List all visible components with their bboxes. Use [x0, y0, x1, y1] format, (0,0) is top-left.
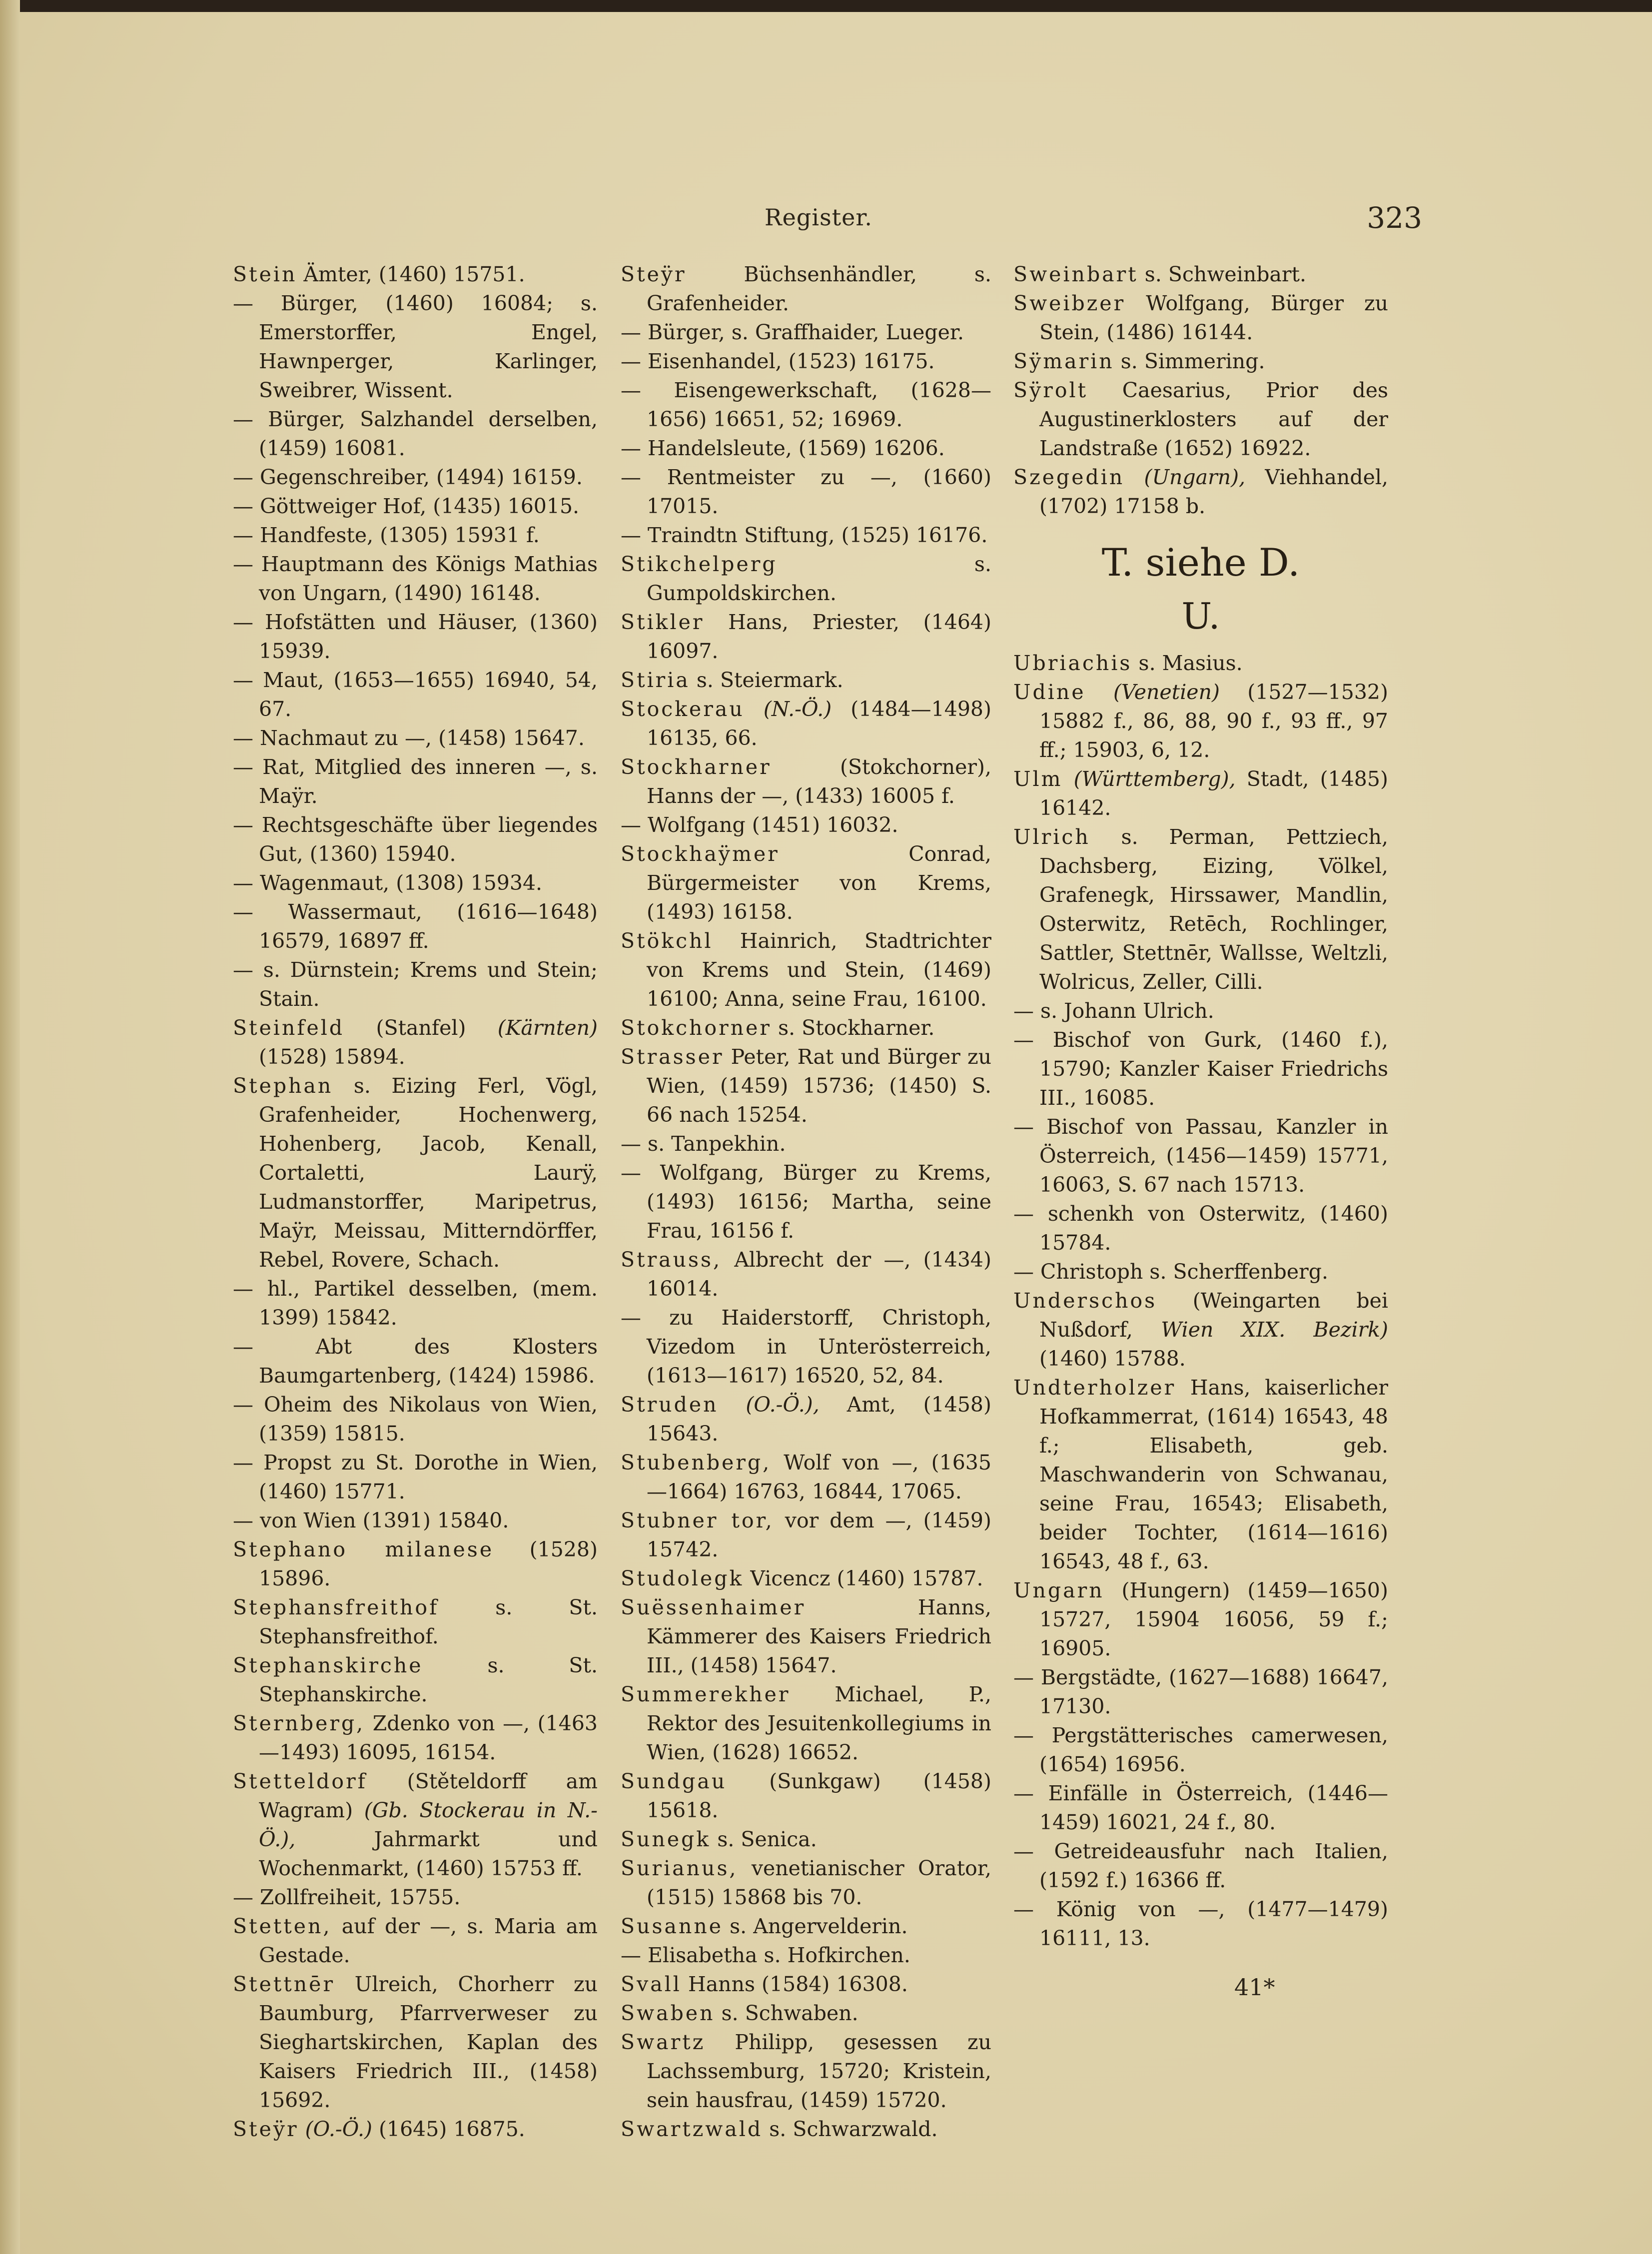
entry-keyword: Suëssenhaimer	[621, 1595, 806, 1619]
entry-text: Wagenmaut, (1308) 15934.	[260, 871, 543, 895]
entry-text: Rechtsgeschäfte über liegendes Gut, (1360) 15940.	[259, 813, 598, 866]
entry-text-after: (1484—1498) 16135, 66.	[647, 697, 991, 750]
index-entry	[233, 1448, 598, 1506]
entry-text: Traindtn Stiftung, (1525) 16176.	[648, 523, 988, 547]
entry-keyword: Stockhaÿmer	[621, 842, 780, 866]
index-entry	[233, 752, 598, 810]
entry-text: s. Schwaben.	[721, 2001, 858, 2025]
entry-dash: —	[621, 1161, 660, 1185]
entry-text: Wolfgang, Bürger zu Krems, (1493) 16156; Martha, seine Frau, 16156 f.	[647, 1161, 991, 1243]
index-entry	[621, 1158, 991, 1245]
entry-dash: —	[1013, 1260, 1041, 1284]
index-entry	[621, 347, 991, 376]
entry-keyword: Swaben	[621, 2001, 715, 2025]
entry-text: s. Eizing Ferl, Vögl, Grafenheider, Hochenwerg, Hohenberg, Jacob, Kenall, Cortaletti, Laurÿ, Ludmanstorffer, Maripetrus, Maÿr, Meissau, Mitterndörffer, Rebel, Rovere, Schach.	[259, 1074, 598, 1272]
entry-keyword: Undterholzer	[1013, 1376, 1176, 1400]
entry-keyword: Stephanskirche	[233, 1653, 423, 1677]
entry-text: (Stěteldorff am Wagram)	[259, 1769, 598, 1822]
entry-text: hl., Partikel desselben, (mem. 1399) 15842.	[259, 1277, 598, 1330]
index-column-3	[1013, 260, 1388, 1953]
entry-text: Albrecht der —, (1434) 16014.	[647, 1248, 991, 1301]
entry-text: auf der —, s. Maria am Gestade.	[259, 1914, 598, 1967]
entry-dash: —	[1013, 1723, 1052, 1747]
entry-dash: —	[233, 958, 263, 982]
index-entry	[233, 1535, 598, 1593]
entry-keyword: Stiria	[621, 668, 690, 692]
index-entry	[621, 1506, 991, 1564]
index-entry	[621, 1564, 991, 1593]
entry-place-italic: (Kärnten)	[497, 1016, 598, 1040]
entry-text: schenkh von Osterwitz, (1460) 15784.	[1039, 1202, 1388, 1255]
index-entry	[621, 839, 991, 926]
entry-text-after: Viehhandel, (1702) 17158 b.	[1039, 465, 1388, 518]
entry-keyword: Swartz	[621, 2030, 706, 2054]
index-entry	[233, 1506, 598, 1535]
entry-dash: —	[1013, 1665, 1041, 1689]
entry-dash: —	[1013, 1115, 1047, 1139]
entry-text: (Stanfel)	[376, 1016, 498, 1040]
index-entry	[1013, 1721, 1388, 1779]
entry-dash: —	[233, 465, 260, 489]
page-gutter	[0, 0, 20, 2254]
index-entry	[621, 1013, 991, 1042]
entry-text: Bischof von Gurk, (1460 f.), 15790; Kanzler Kaiser Friedrichs III., 16085.	[1039, 1028, 1388, 1110]
entry-text: s. Schwarzwald.	[769, 2117, 938, 2141]
entry-place-italic: Wien XIX. Bezirk)	[1161, 1318, 1389, 1342]
index-entry	[621, 1303, 991, 1390]
entry-text: s. Schweinbart.	[1144, 262, 1307, 286]
entry-text: Getreideausfuhr nach Italien, (1592 f.) 16366 ff.	[1039, 1839, 1388, 1892]
entry-text: Hans, kaiserlicher Hofkammerrat, (1614) 16543, 48 f.; Elisabeth, geb. Maschwanderin von Schwanau, seine Frau, 16543; Elisabeth, beider Tochter, (1614—1616) 16543, 48 f., 63.	[1039, 1376, 1388, 1573]
entry-keyword: Swartzwald	[621, 2117, 763, 2141]
entry-keyword: Stikchelperg	[621, 552, 778, 576]
page-top-edge	[0, 0, 1652, 12]
index-entry	[621, 1245, 991, 1303]
entry-text: Wassermaut, (1616—1648) 16579, 16897 ff.	[259, 900, 598, 953]
entry-text: vor dem —, (1459) 15742.	[647, 1508, 991, 1561]
entry-dash: —	[233, 1335, 316, 1359]
entry-text: Peter, Rat und Bürger zu Wien, (1459) 15736; (1450) S. 66 nach 15254.	[647, 1045, 991, 1127]
running-head: Register.	[765, 204, 872, 231]
entry-text: Rentmeister zu —, (1660) 17015.	[647, 465, 991, 518]
entry-dash: —	[233, 726, 260, 750]
section-heading-t: T. siehe D.	[1101, 540, 1300, 585]
index-entry	[233, 724, 598, 752]
entry-keyword: Svall	[621, 1972, 682, 1996]
index-entry	[233, 1332, 598, 1390]
index-entry	[621, 1999, 991, 2028]
entry-text: s. Masius.	[1138, 651, 1243, 675]
index-entry	[1013, 1663, 1388, 1721]
entry-text: Göttweiger Hof, (1435) 16015.	[260, 494, 580, 518]
entry-keyword: Strasser	[621, 1045, 724, 1069]
entry-text: venetianischer Orator, (1515) 15868 bis 70.	[647, 1856, 991, 1909]
entry-text-after: (1645) 16875.	[372, 2117, 525, 2141]
index-entry	[233, 810, 598, 868]
index-column-1	[233, 260, 598, 2144]
entry-text-after: (1460) 15788.	[1039, 1347, 1186, 1371]
entry-dash: —	[233, 1393, 264, 1417]
index-entry	[621, 2115, 991, 2144]
entry-dash: —	[1013, 1028, 1053, 1052]
entry-dash: —	[621, 436, 648, 460]
entry-keyword: Stephan	[233, 1074, 333, 1098]
entry-text: Rat, Mitglied des inneren —, s. Maÿr.	[259, 755, 598, 808]
entry-dash: —	[233, 610, 265, 634]
page-number: 323	[1367, 201, 1422, 235]
index-entry	[1013, 1199, 1388, 1257]
entry-text: von Wien (1391) 15840.	[260, 1508, 509, 1532]
entry-text: Propst zu St. Dorothe in Wien, (1460) 15771.	[259, 1451, 598, 1503]
index-entry	[1013, 1257, 1388, 1286]
entry-text: Maut, (1653—1655) 16940, 54, 67.	[259, 668, 598, 721]
index-entry	[1013, 289, 1388, 347]
entry-keyword: Summerekher	[621, 1682, 791, 1706]
entry-dash: —	[233, 494, 260, 518]
index-entry	[1013, 260, 1388, 289]
entry-keyword: Sÿrolt	[1013, 378, 1088, 402]
entry-text: Philipp, gesessen zu Lachssemburg, 15720; Kristein, sein hausfrau, (1459) 15720.	[647, 2030, 991, 2112]
entry-text: Bischof von Passau, Kanzler in Österreich, (1456—1459) 15771, 16063, S. 67 nach 15713.	[1039, 1115, 1388, 1197]
entry-dash: —	[1013, 1202, 1048, 1226]
entry-text: Eisengewerkschaft, (1628—1656) 16651, 52; 16969.	[647, 378, 991, 431]
entry-text: Handfeste, (1305) 15931 f.	[260, 523, 540, 547]
entry-text: Ulreich, Chorherr zu Baumburg, Pfarrverweser zu Sieghartskirchen, Kaplan des Kaisers Friedrich III., (1458) 15692.	[259, 1972, 598, 2112]
entry-text: s. Steiermark.	[696, 668, 843, 692]
entry-text: Bürger, (1460) 16084; s. Emerstorffer, Engel, Hawnperger, Karlinger, Sweibrer, Wissent.	[259, 291, 598, 402]
entry-dash: —	[233, 900, 288, 924]
entry-keyword: Szegedin	[1013, 465, 1125, 489]
index-entry	[233, 260, 598, 289]
entry-text: Bürger, Salzhandel derselben, (1459) 16081.	[259, 407, 598, 460]
entry-text: Christoph s. Scherffenberg.	[1040, 1260, 1329, 1284]
entry-keyword: Steÿr	[233, 2117, 299, 2141]
index-entry	[233, 955, 598, 1013]
entry-text: Ämter, (1460) 15751.	[303, 262, 525, 286]
entry-dash: —	[233, 755, 263, 779]
entry-text: Eisenhandel, (1523) 16175.	[648, 349, 935, 373]
entry-place-italic: (Ungarn),	[1144, 465, 1246, 489]
index-entry	[621, 463, 991, 521]
entry-dash: —	[233, 523, 260, 547]
index-entry	[621, 1825, 991, 1854]
entry-keyword: Sundgau	[621, 1769, 727, 1793]
entry-keyword: Stephano milanese	[233, 1537, 494, 1561]
entry-text: (Hungern) (1459—1650) 15727, 15904 16056, 59 f.; 16905.	[1039, 1578, 1388, 1660]
index-entry	[621, 1912, 991, 1941]
index-entry	[1013, 1373, 1388, 1576]
entry-text: (1528) 15896.	[259, 1537, 598, 1590]
entry-text: s. Perman, Pettziech, Dachsberg, Eizing, Völkel, Grafenegk, Hirssawer, Mandlin, Osterwitz, Retēch, Rochlinger, Sattler, Stettnēr, Wallsse, Weltzli, Wolricus, Zeller, Cilli.	[1039, 825, 1388, 994]
entry-keyword: Stökchl	[621, 929, 713, 953]
index-entry	[1013, 1576, 1388, 1663]
entry-keyword: Stetten,	[233, 1914, 332, 1938]
entry-keyword: Sternberg,	[233, 1711, 365, 1735]
entry-keyword: Stokchorner	[621, 1016, 772, 1040]
entry-place-italic: (Venetien)	[1113, 680, 1220, 704]
entry-text: (Weingarten bei Nußdorf,	[1039, 1289, 1388, 1342]
entry-keyword: Sweinbart	[1013, 262, 1138, 286]
index-entry	[233, 289, 598, 405]
entry-dash: —	[621, 349, 648, 373]
entry-text: Hanns (1584) 16308.	[688, 1972, 908, 1996]
entry-text: Hanns, Kämmerer des Kaisers Friedrich III., (1458) 15647.	[647, 1595, 991, 1677]
entry-text: Gegenschreiber, (1494) 16159.	[260, 465, 583, 489]
index-entry	[621, 1042, 991, 1129]
entry-text: Büchsenhändler, s. Grafenheider.	[647, 262, 991, 315]
entry-text: s. Simmering.	[1120, 349, 1265, 373]
entry-keyword: Sweibzer	[1013, 291, 1126, 315]
entry-keyword: Stetteldorf	[233, 1769, 367, 1793]
index-entry	[1013, 649, 1388, 678]
index-entry	[233, 405, 598, 463]
entry-keyword: Stephansfreithof	[233, 1595, 439, 1619]
entry-text: Zollfreiheit, 15755.	[260, 1885, 461, 1909]
index-entry	[621, 926, 991, 1013]
entry-dash: —	[621, 378, 674, 402]
index-entry	[621, 1390, 991, 1448]
index-entry	[621, 260, 991, 318]
entry-keyword: Stikler	[621, 610, 705, 634]
entry-place-italic: (Württemberg),	[1073, 767, 1236, 791]
entry-dash: —	[233, 813, 262, 837]
index-entry	[233, 897, 598, 955]
entry-dash: —	[1013, 999, 1041, 1023]
index-entry	[621, 1593, 991, 1680]
index-entry	[233, 1071, 598, 1274]
index-column-2	[621, 260, 991, 2144]
entry-text-after: (1528) 15894.	[259, 1045, 405, 1069]
index-entry	[233, 1709, 598, 1767]
index-entry	[233, 1912, 598, 1970]
index-entry	[233, 1883, 598, 1912]
entry-keyword: Susanne	[621, 1914, 724, 1938]
index-entry	[1013, 1895, 1388, 1953]
index-entry	[621, 1448, 991, 1506]
index-column-3-top	[1013, 260, 1388, 521]
index-entry	[621, 1854, 991, 1912]
entry-text: s. Angervelderin.	[730, 1914, 908, 1938]
entry-text: zu Haiderstorff, Christoph, Vizedom in Unterösterreich, (1613—1617) 16520, 52, 84.	[647, 1306, 991, 1388]
index-entry	[233, 1390, 598, 1448]
entry-text: Hauptmann des Königs Mathias von Ungarn, (1490) 16148.	[259, 552, 598, 605]
index-entry	[233, 492, 598, 521]
entry-keyword: Ulm	[1013, 767, 1063, 791]
entry-keyword: Stein	[233, 262, 297, 286]
entry-keyword: Ungarn	[1013, 1578, 1104, 1602]
entry-dash: —	[621, 465, 667, 489]
entry-text: s. St. Stephansfreithof.	[259, 1595, 598, 1648]
entry-keyword: Stubenberg,	[621, 1451, 772, 1475]
index-entry	[1013, 1837, 1388, 1895]
entry-dash: —	[233, 1451, 264, 1475]
entry-text: Wolfgang, Bürger zu Stein, (1486) 16144.	[1039, 291, 1388, 344]
index-entry	[621, 318, 991, 347]
entry-text: Hofstätten und Häuser, (1360) 15939.	[259, 610, 598, 663]
entry-text: Michael, P., Rektor des Jesuitenkollegiums in Wien, (1628) 16652.	[647, 1682, 991, 1764]
entry-text: Pergstätterisches camerwesen, (1654) 16956.	[1039, 1723, 1388, 1776]
index-entry	[1013, 822, 1388, 996]
entry-dash: —	[233, 1277, 267, 1301]
entry-text: Hainrich, Stadtrichter von Krems und Stein, (1469) 16100; Anna, seine Frau, 16100.	[647, 929, 991, 1011]
index-entry	[621, 695, 991, 752]
entry-text-after: Amt, (1458) 15643.	[647, 1393, 991, 1446]
entry-text: s. Dürnstein; Krems und Stein; Stain.	[259, 958, 598, 1011]
index-entry	[621, 1941, 991, 1970]
entry-keyword: Sÿmarin	[1013, 349, 1114, 373]
entry-text: s. St. Stephanskirche.	[259, 1653, 598, 1706]
index-entry	[233, 1013, 598, 1071]
entry-dash: —	[1013, 1781, 1048, 1805]
entry-keyword: Struden	[621, 1393, 719, 1417]
entry-text: Einfälle in Österreich, (1446—1459) 16021, 24 f., 80.	[1039, 1781, 1388, 1834]
entry-place-italic: (N.-Ö.)	[763, 697, 832, 721]
entry-dash: —	[233, 407, 268, 431]
index-entry	[233, 550, 598, 608]
entry-text: Oheim des Nikolaus von Wien, (1359) 15815.	[259, 1393, 598, 1446]
entry-text: s. Tanpekhin.	[648, 1132, 786, 1156]
entry-keyword: Studolegk	[621, 1566, 744, 1590]
index-entry	[1013, 376, 1388, 463]
entry-text: Elisabetha s. Hofkirchen.	[648, 1943, 910, 1967]
index-entry	[621, 2028, 991, 2115]
entry-text: Handelsleute, (1569) 16206.	[648, 436, 945, 460]
index-entry	[1013, 996, 1388, 1025]
index-entry	[233, 1651, 598, 1709]
entry-text: Hans, Priester, (1464) 16097.	[647, 610, 991, 663]
entry-dash: —	[1013, 1839, 1054, 1863]
index-entry	[621, 376, 991, 434]
entry-text: Caesarius, Prior des Augustinerklosters auf der Landstraße (1652) 16922.	[1039, 378, 1388, 460]
index-entry	[621, 608, 991, 666]
index-entry	[621, 752, 991, 810]
index-entry	[621, 1767, 991, 1825]
entry-keyword: Steinfeld	[233, 1016, 345, 1040]
index-entry	[621, 1680, 991, 1767]
entry-text: (Stokchorner), Hanns der —, (1433) 16005 f.	[647, 755, 991, 808]
entry-place-italic: (Gb. Stockerau in N.-Ö.),	[259, 1798, 598, 1851]
entry-text: s. Gumpoldskirchen.	[647, 552, 991, 605]
entry-keyword: Surianus,	[621, 1856, 738, 1880]
index-entry	[1013, 678, 1388, 764]
index-entry	[233, 1970, 598, 2115]
index-entry	[1013, 1112, 1388, 1199]
entry-keyword: Udine	[1013, 680, 1086, 704]
index-column-3-bottom	[1013, 649, 1388, 1953]
entry-keyword: Stockerau	[621, 697, 745, 721]
index-entry	[233, 1274, 598, 1332]
signature-mark: 41*	[1234, 1974, 1275, 2001]
index-entry	[621, 434, 991, 463]
entry-text-after: (1527—1532) 15882 f., 86, 88, 90 f., 93 ff., 97 ff.; 15903, 6, 12.	[1039, 680, 1388, 762]
entry-text: Wolfgang (1451) 16032.	[648, 813, 898, 837]
entry-text-after: Stadt, (1485) 16142.	[1039, 767, 1388, 820]
index-entry	[233, 608, 598, 666]
index-entry	[233, 2115, 598, 2144]
index-entry	[233, 1767, 598, 1883]
entry-keyword: Ulrich	[1013, 825, 1090, 849]
index-entry	[1013, 463, 1388, 521]
entry-keyword: Sunegk	[621, 1827, 711, 1851]
entry-dash: —	[233, 291, 281, 315]
index-entry	[1013, 764, 1388, 822]
entry-text: Zdenko von —, (1463 —1493) 16095, 16154.	[259, 1711, 598, 1764]
entry-text: König von —, (1477—1479) 16111, 13.	[1039, 1897, 1388, 1950]
entry-keyword: Underschos	[1013, 1289, 1157, 1313]
entry-keyword: Ubriachis	[1013, 651, 1132, 675]
index-entry	[621, 550, 991, 608]
entry-keyword: Stubner tor,	[621, 1508, 774, 1532]
entry-dash: —	[233, 871, 260, 895]
entry-dash: —	[233, 552, 261, 576]
entry-dash: —	[621, 813, 648, 837]
entry-text-after: Jahrmarkt und Wochenmarkt, (1460) 15753 ff.	[259, 1827, 598, 1880]
entry-text: s. Senica.	[717, 1827, 817, 1851]
index-entry	[233, 463, 598, 492]
entry-keyword: Steÿr	[621, 262, 687, 286]
entry-dash: —	[621, 1306, 670, 1330]
index-entry	[621, 1970, 991, 1999]
entry-dash: —	[621, 1943, 648, 1967]
entry-text: Wolf von —, (1635 —1664) 16763, 16844, 17065.	[647, 1451, 991, 1503]
entry-keyword: Stockharner	[621, 755, 772, 779]
entry-place-italic: (O.-Ö.)	[305, 2117, 372, 2141]
index-entry	[621, 521, 991, 550]
index-entry	[1013, 1025, 1388, 1112]
index-entry	[1013, 1286, 1388, 1373]
entry-text: Bergstädte, (1627—1688) 16647, 17130.	[1039, 1665, 1388, 1718]
entry-text: Bürger, s. Graffhaider, Lueger.	[648, 320, 964, 344]
entry-dash: —	[1013, 1897, 1056, 1921]
entry-text: s. Johann Ulrich.	[1040, 999, 1214, 1023]
index-entry	[621, 666, 991, 695]
entry-keyword: Strauss,	[621, 1248, 722, 1272]
index-entry	[233, 666, 598, 724]
entry-place-italic: (O.-Ö.),	[746, 1393, 820, 1417]
index-entry	[1013, 1779, 1388, 1837]
entry-dash: —	[233, 1508, 260, 1532]
entry-dash: —	[621, 1132, 648, 1156]
entry-dash: —	[621, 320, 648, 344]
entry-text: s. Stockharner.	[778, 1016, 935, 1040]
index-entry	[233, 868, 598, 897]
entry-dash: —	[233, 668, 263, 692]
entry-text: Conrad, Bürgermeister von Krems, (1493) 16158.	[647, 842, 991, 924]
index-entry	[233, 1593, 598, 1651]
index-entry	[1013, 347, 1388, 376]
entry-text: Nachmaut zu —, (1458) 15647.	[260, 726, 585, 750]
entry-text: (Sunkgaw) (1458) 15618.	[647, 1769, 991, 1822]
index-entry	[233, 521, 598, 550]
entry-keyword: Stettnēr	[233, 1972, 335, 1996]
entry-dash: —	[233, 1885, 260, 1909]
entry-text: Vicencz (1460) 15787.	[750, 1566, 983, 1590]
index-entry	[621, 1129, 991, 1158]
entry-text: Abt des Klosters Baumgartenberg, (1424) 15986.	[259, 1335, 598, 1388]
section-heading-u: U.	[1181, 595, 1220, 637]
index-entry	[621, 810, 991, 839]
entry-dash: —	[621, 523, 648, 547]
